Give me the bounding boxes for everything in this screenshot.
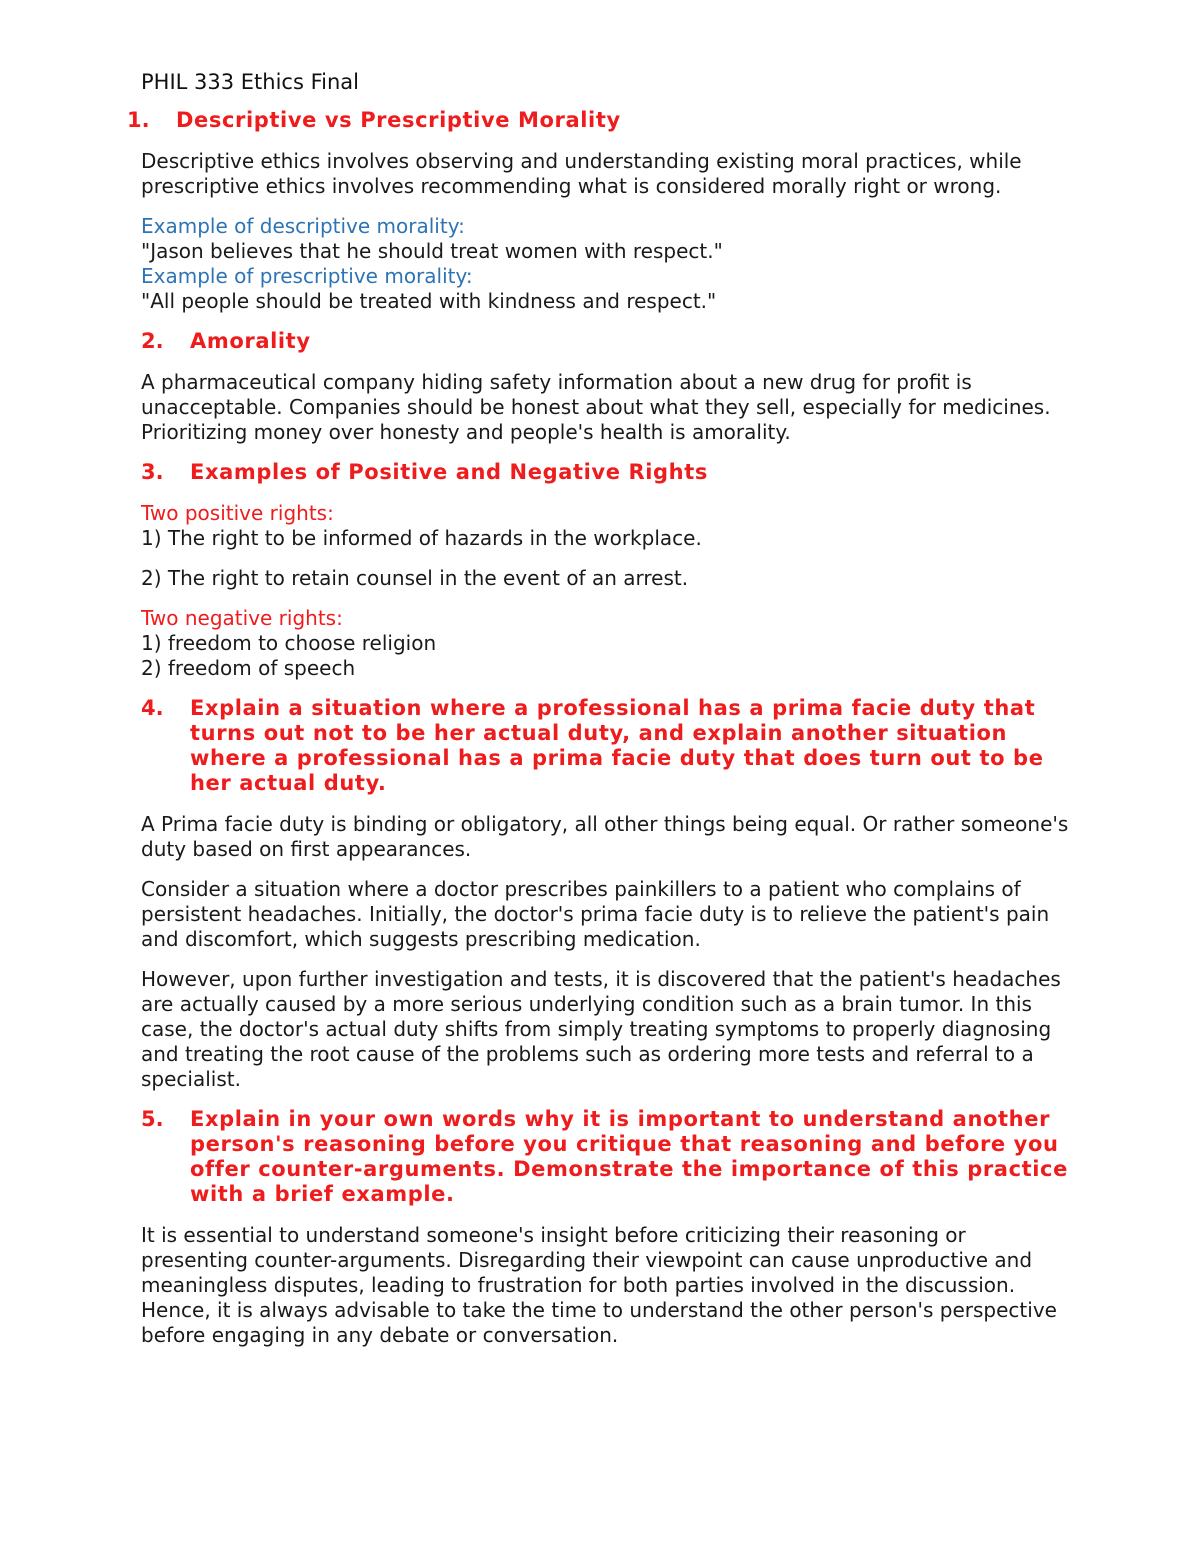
section-3-heading — [141, 460, 1071, 485]
section-5-title: Explain in your own words why it is important to understand another person's reasoning before you critique that reasoning and before you offer counter-arguments. Demonstrate the importance of this practice with a brief example. — [190, 1107, 1068, 1206]
section-5-body: It is essential to understand someone's insight before criticizing their reasoning or presenting counter-arguments. Disregarding their viewpoint can cause unproductive and meaningless disputes, leading to frustration for both parties involved in the discussion. Hence, it is always advisable to take the time to understand the other person's perspective before engaging in any debate or conversation. — [141, 1223, 1057, 1347]
section-1-examples — [141, 214, 1071, 314]
positive-right-1: 1) The right to be informed of hazards in the workplace. — [141, 526, 702, 550]
section-5-heading — [141, 1107, 1071, 1207]
section-2-title: Amorality — [190, 329, 311, 353]
negative-right-2: 2) freedom of speech — [141, 656, 356, 680]
positive-right-2: 2) The right to retain counsel in the event of an arrest. — [141, 566, 689, 590]
section-4-paragraph-2: Consider a situation where a doctor prescribes painkillers to a patient who complains of persistent headaches. Initially, the doctor's prima facie duty is to relieve the patient's pain and discomfort, which suggests prescribing medication. — [141, 877, 1050, 951]
section-3-title: Examples of Positive and Negative Rights — [190, 460, 708, 484]
example-prescriptive-label: Example of prescriptive morality: — [141, 264, 473, 288]
section-4-paragraph-1: A Prima facie duty is binding or obligatory, all other things being equal. Or rather someone's duty based on first appearances. — [141, 812, 1069, 861]
example-descriptive-text: "Jason believes that he should treat women with respect." — [141, 239, 723, 263]
section-3-number: 3. — [141, 460, 164, 484]
section-5-number: 5. — [141, 1107, 164, 1131]
section-1-body: Descriptive ethics involves observing and understanding existing moral practices, while prescriptive ethics involves recommending what is considered morally right or wrong. — [141, 149, 1022, 198]
negative-right-1: 1) freedom to choose religion — [141, 631, 437, 655]
section-2-body: A pharmaceutical company hiding safety information about a new drug for profit is unacceptable. Companies should be honest about what they sell, especially for medicines. Prioritizing money over honesty and people's health is amorality. — [141, 370, 1051, 444]
example-prescriptive-text: "All people should be treated with kindness and respect." — [141, 289, 717, 313]
section-2-heading — [141, 329, 1071, 354]
section-1-number: 1. — [127, 108, 150, 132]
section-1-heading — [127, 108, 1071, 133]
negative-rights-block — [141, 606, 1071, 681]
positive-rights-block — [141, 501, 1071, 551]
example-descriptive-label: Example of descriptive morality: — [141, 214, 465, 238]
positive-rights-label: Two positive rights: — [141, 501, 334, 525]
section-4-heading — [141, 696, 1071, 796]
section-4-paragraph-3: However, upon further investigation and tests, it is discovered that the patient's headaches are actually caused by a more serious underlying condition such as a brain tumor. In this case, the doctor's actual duty shifts from simply treating symptoms to properly diagnosing and treating the root cause of the problems such as ordering more tests and referral to a specialist. — [141, 967, 1061, 1091]
section-4-title: Explain a situation where a professional has a prima facie duty that turns out not to be her actual duty, and explain another situation where a professional has a prima facie duty that does turn out to be her actual duty. — [190, 696, 1044, 795]
negative-rights-label: Two negative rights: — [141, 606, 343, 630]
document-title: PHIL 333 Ethics Final — [141, 70, 359, 94]
section-4-number: 4. — [141, 696, 164, 720]
section-2-number: 2. — [141, 329, 164, 353]
document-page — [127, 68, 1071, 1363]
section-1-title: Descriptive vs Prescriptive Morality — [176, 108, 621, 132]
